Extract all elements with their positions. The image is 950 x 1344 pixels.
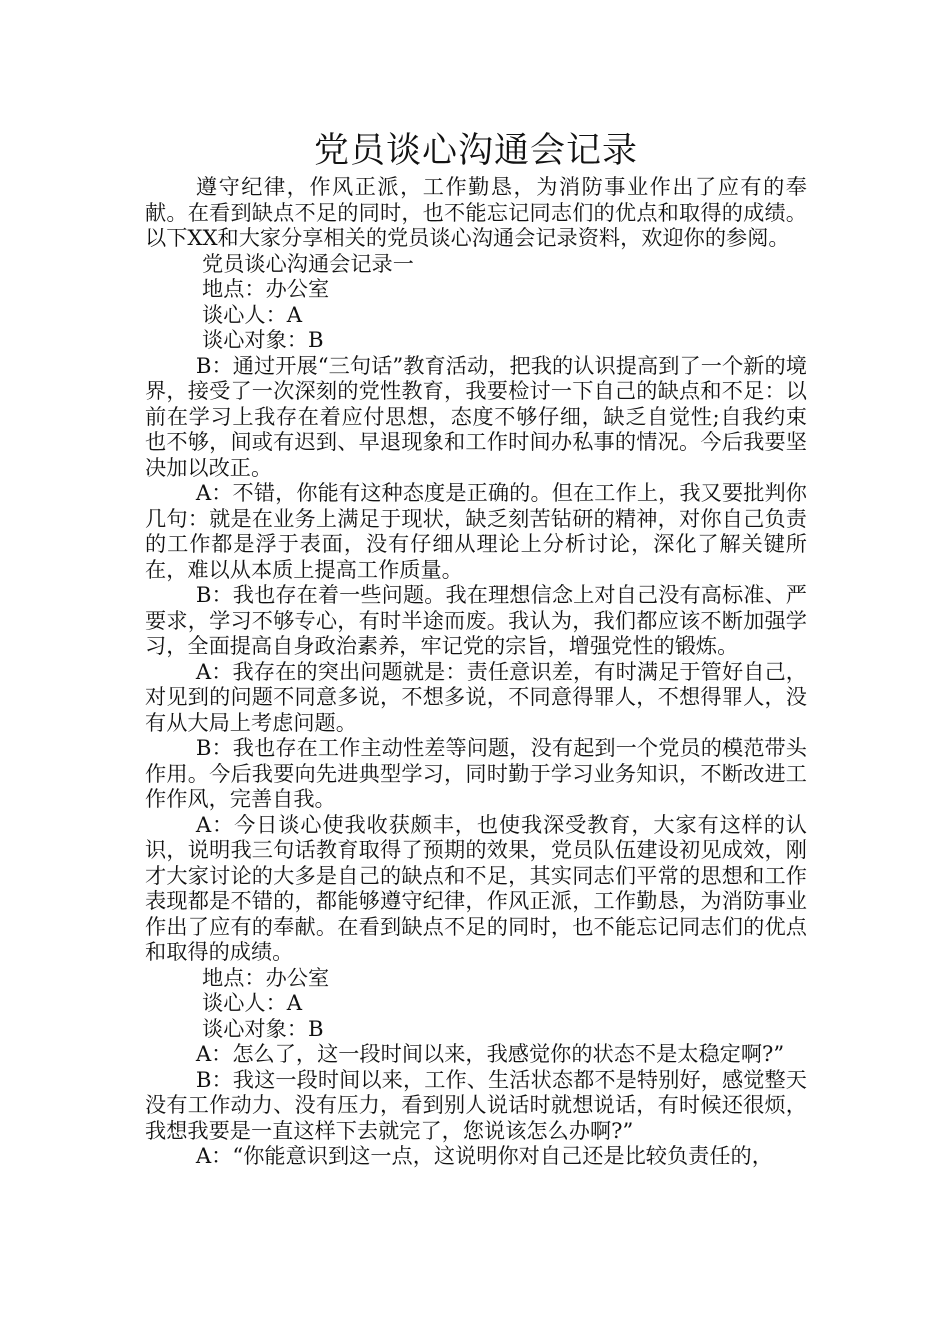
listener-line: 谈心对象：B [202, 1015, 324, 1041]
dialogue-paragraph: A：“你能意识到这一点，这说明你对自己还是比较负责任的， [195, 1143, 773, 1168]
intro-paragraph: 遵守纪律，作风正派，工作勤恳，为消防事业作出了应有的奉献。在看到缺点不足的同时，也不能忘记同志们的优点和取得的成绩。以下XX和大家分享相关的党员谈心沟通会记录资料，欢迎你的参阅。 [145, 174, 807, 250]
listener-line: 谈心对象：B [202, 327, 324, 352]
dialogue-paragraph: A：今日谈心使我收获颇丰，也使我深受教育，大家有这样的认识，说明我三句话教育取得了预期的效果，党员队伍建设初见成效，刚才大家讨论的大多是自己的缺点和不足，其实同志们平常的思想和工作表现都是不错的，都能够遵守纪律，作风正派，工作勤恳，为消防事业作出了应有的奉献。在看到缺点不足的同时，也不能忘记同志们的优点和取得的成绩。 [145, 811, 807, 964]
dialogue-paragraph: B：我这一段时间以来，工作、生活状态都不是特别好，感觉整天没有工作动力、没有压力，看到别人说话时就想说话，有时候还很烦，我想我要是一直这样下去就完了，您说该怎么办啊?” [145, 1066, 807, 1143]
section-heading: 党员谈心沟通会记录一 [202, 250, 414, 276]
dialogue-paragraph: B：我也存在着一些问题。我在理想信念上对自己没有高标准、严要求，学习不够专心，有时半途而废。我认为，我们都应该不断加强学习，全面提高自身政治素养，牢记党的宗旨，增强党性的锻炼。 [145, 582, 807, 658]
document-page [145, 128, 807, 1169]
document-title: 党员谈心沟通会记录 [313, 131, 638, 171]
dialogue-paragraph: B：通过开展“三句话”教育活动，把我的认识提高到了一个新的境界，接受了一次深刻的党性教育，我要检讨一下自己的缺点和不足：以前在学习上我存在着应付思想，态度不够仔细，缺乏自觉性;自我约束也不够，间或有迟到、早退现象和工作时间办私事的情况。今后我要坚决加以改正。 [145, 352, 807, 480]
dialogue-paragraph: A：我存在的突出问题就是：责任意识差，有时满足于管好自己，对见到的问题不同意多说，不想多说，不同意得罪人，不想得罪人，没有从大局上考虑问题。 [145, 658, 807, 735]
location-line: 地点：办公室 [202, 964, 330, 990]
speaker-line: 谈心人：A [202, 990, 303, 1015]
speaker-line: 谈心人：A [202, 301, 303, 327]
dialogue-paragraph: B：我也存在工作主动性差等问题，没有起到一个党员的模范带头作用。今后我要向先进典型学习，同时勤于学习业务知识，不断改进工作作风，完善自我。 [145, 735, 807, 811]
dialogue-paragraph: A：不错，你能有这种态度是正确的。但在工作上，我又要批判你几句：就是在业务上满足于现状，缺乏刻苦钻研的精神，对你自己负责的工作都是浮于表面，没有仔细从理论上分析讨论，深化了解关键所在，难以从本质上提高工作质量。 [145, 480, 807, 582]
location-line: 地点：办公室 [202, 276, 330, 301]
dialogue-paragraph: A：怎么了，这一段时间以来，我感觉你的状态不是太稳定啊?” [195, 1041, 785, 1066]
